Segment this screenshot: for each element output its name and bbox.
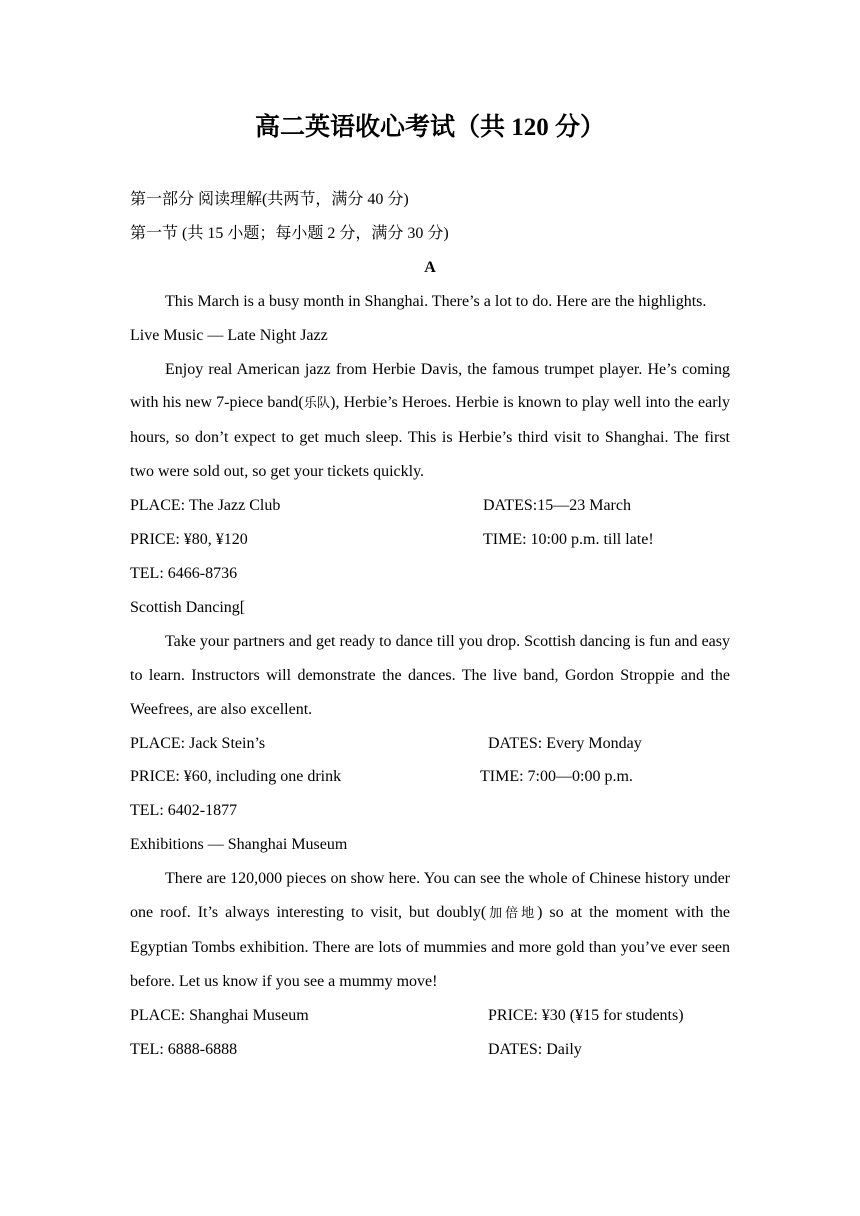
time-info: TIME: 10:00 p.m. till late! [483,531,654,549]
tel-info: TEL: 6402-1877 [130,802,238,820]
price-info: PRICE: ¥80, ¥120 [130,531,248,549]
paragraph-text: There are 120,000 pieces on show here. You can see the whole of Chinese history under one roof. It’s always interesting to visit, but doubly( [130,870,730,922]
place-info: PLACE: Jack Stein’s [130,734,266,752]
chinese-gloss: 加倍地 [486,906,538,922]
info-row [130,760,730,794]
info-row [130,523,730,557]
passage-label: A [424,258,436,276]
info-row [130,1033,730,1067]
dates-info: DATES:15—23 March [483,497,631,515]
reading-section [130,183,730,1067]
event-paragraph-jazz [130,353,730,490]
part-heading: 第一部分 阅读理解(共两节，满分 40 分) [130,191,409,208]
info-row [130,489,730,523]
info-row [130,999,730,1033]
section-heading: 第一节 (共 15 小题；每小题 2 分，满分 30 分) [130,224,449,242]
price-info: PRICE: ¥30 (¥15 for students) [488,1006,684,1024]
place-info: PLACE: Shanghai Museum [130,1006,309,1024]
place-info: PLACE: The Jazz Club [130,497,281,515]
info-row [130,727,730,761]
price-info: PRICE: ¥60, including one drink [130,768,342,786]
chinese-gloss: 乐队 [303,396,331,412]
dates-info: DATES: Every Monday [488,734,642,752]
tel-info: TEL: 6888-6888 [130,1040,238,1058]
tel-info: TEL: 6466-8736 [130,564,238,582]
event-heading-jazz: Live Music — Late Night Jazz [130,326,328,344]
paragraph-text: Enjoy real American jazz from Herbie Davis, the famous trumpet player. He’s coming with his new 7-piece band( [130,360,730,412]
dates-info: DATES: Daily [488,1040,582,1058]
paragraph-text: ), Herbie’s Heroes. Herbie is known to play well into the early hours, so don’t expect to get much sleep. This is Herbie’s third visit to Shanghai. The first two were sold out, so get your tickets quickly. [130,394,730,481]
event-heading-dancing: Scottish Dancing[ [130,598,246,616]
event-paragraph-museum [130,862,730,999]
time-info: TIME: 7:00—0:00 p.m. [480,768,633,786]
paragraph-text: ) so at the moment with the Egyptian Tombs exhibition. There are lots of mummies and more gold than you’ve ever seen before. Let us know if you see a mummy move! [130,904,730,990]
info-row [130,557,730,591]
info-row [130,794,730,828]
event-paragraph-dancing: Take your partners and get ready to dance till you drop. Scottish dancing is fun and easy to learn. Instructors will demonstrate the dances. The live band, Gordon Stroppie and the Weefrees, are also excellent. [130,632,730,718]
event-heading-museum: Exhibitions — Shanghai Museum [130,836,348,854]
exam-title: 高二英语收心考试（共 120 分） [254,114,605,141]
intro-paragraph: This March is a busy month in Shanghai. There’s a lot to do. Here are the highlights. [165,292,707,310]
